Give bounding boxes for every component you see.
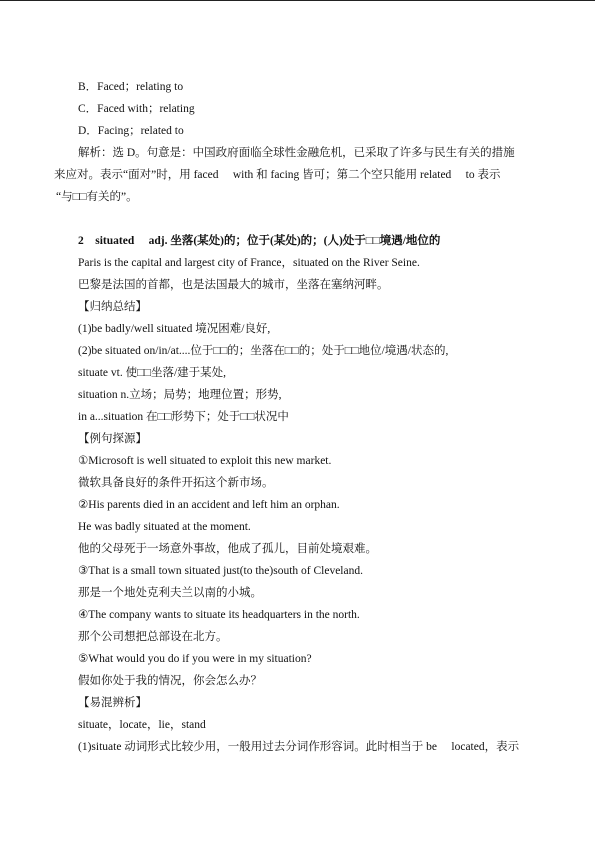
example-line: ①Microsoft is well situated to exploit this new market. [78,455,332,467]
example-line: He was badly situated at the moment. [78,521,251,533]
summary-title: 【归纳总结】 [78,301,147,313]
distinction-words: situate，locate，lie，stand [78,719,206,731]
summary-item: (2)be situated on/in/at....位于□□的；坐落在□□的；处于□□地位/境遇/状态的, [78,345,449,357]
example-line: 那个公司想把总部设在北方。 [78,631,228,643]
option-b: B．Faced；relating to [78,81,184,93]
example-line: ④The company wants to situate its headquarters in the north. [78,609,360,621]
example-line: ②His parents died in an accident and left him an orphan. [78,499,340,511]
summary-item: in a...situation 在□□形势下；处于□□状况中 [78,411,289,423]
analysis-line-3: “与□□有关的”。 [56,191,138,203]
example-line: 假如你处于我的情况，你会怎么办？ [78,675,262,687]
distinction-title: 【易混辨析】 [78,697,147,709]
entry-example-en: Paris is the capital and largest city of France，situated on the River Seine. [78,257,420,269]
entry-heading: 2 situated adj. 坐落(某处)的；位于(某处)的；(人)处于□□境遇/地位的 [78,235,441,247]
example-line: 微软具备良好的条件开拓这个新市场。 [78,477,274,489]
option-d: D．Facing；related to [78,125,184,137]
example-line: 那是一个地处克利夫兰以南的小城。 [78,587,262,599]
example-line: ③That is a small town situated just(to the)south of Cleveland. [78,565,363,577]
example-line: 他的父母死于一场意外事故，他成了孤儿，目前处境艰难。 [78,543,377,555]
distinction-line-1: (1)situate 动词形式比较少用，一般用过去分词作形容词。此时相当于 be located，表示 [78,741,520,753]
summary-item: (1)be badly/well situated 境况困难/良好, [78,323,271,335]
examples-title: 【例句探源】 [78,433,147,445]
summary-item: situation n.立场；局势；地理位置；形势, [78,389,282,401]
option-c: C．Faced with；relating [78,103,195,115]
page-top-border [0,0,595,1]
example-line: ⑤What would you do if you were in my situation? [78,653,312,665]
entry-example-zh: 巴黎是法国的首都，也是法国最大的城市，坐落在塞纳河畔。 [78,279,389,291]
analysis-line-2: 来应对。表示“面对”时，用 faced with 和 facing 皆可；第二个空只能用 related to 表示 [54,169,501,181]
analysis-line-1: 解析：选 D。句意是：中国政府面临全球性金融危机，已采取了许多与民生有关的措施 [78,147,515,159]
summary-item: situate vt. 使□□坐落/建于某处, [78,367,227,379]
